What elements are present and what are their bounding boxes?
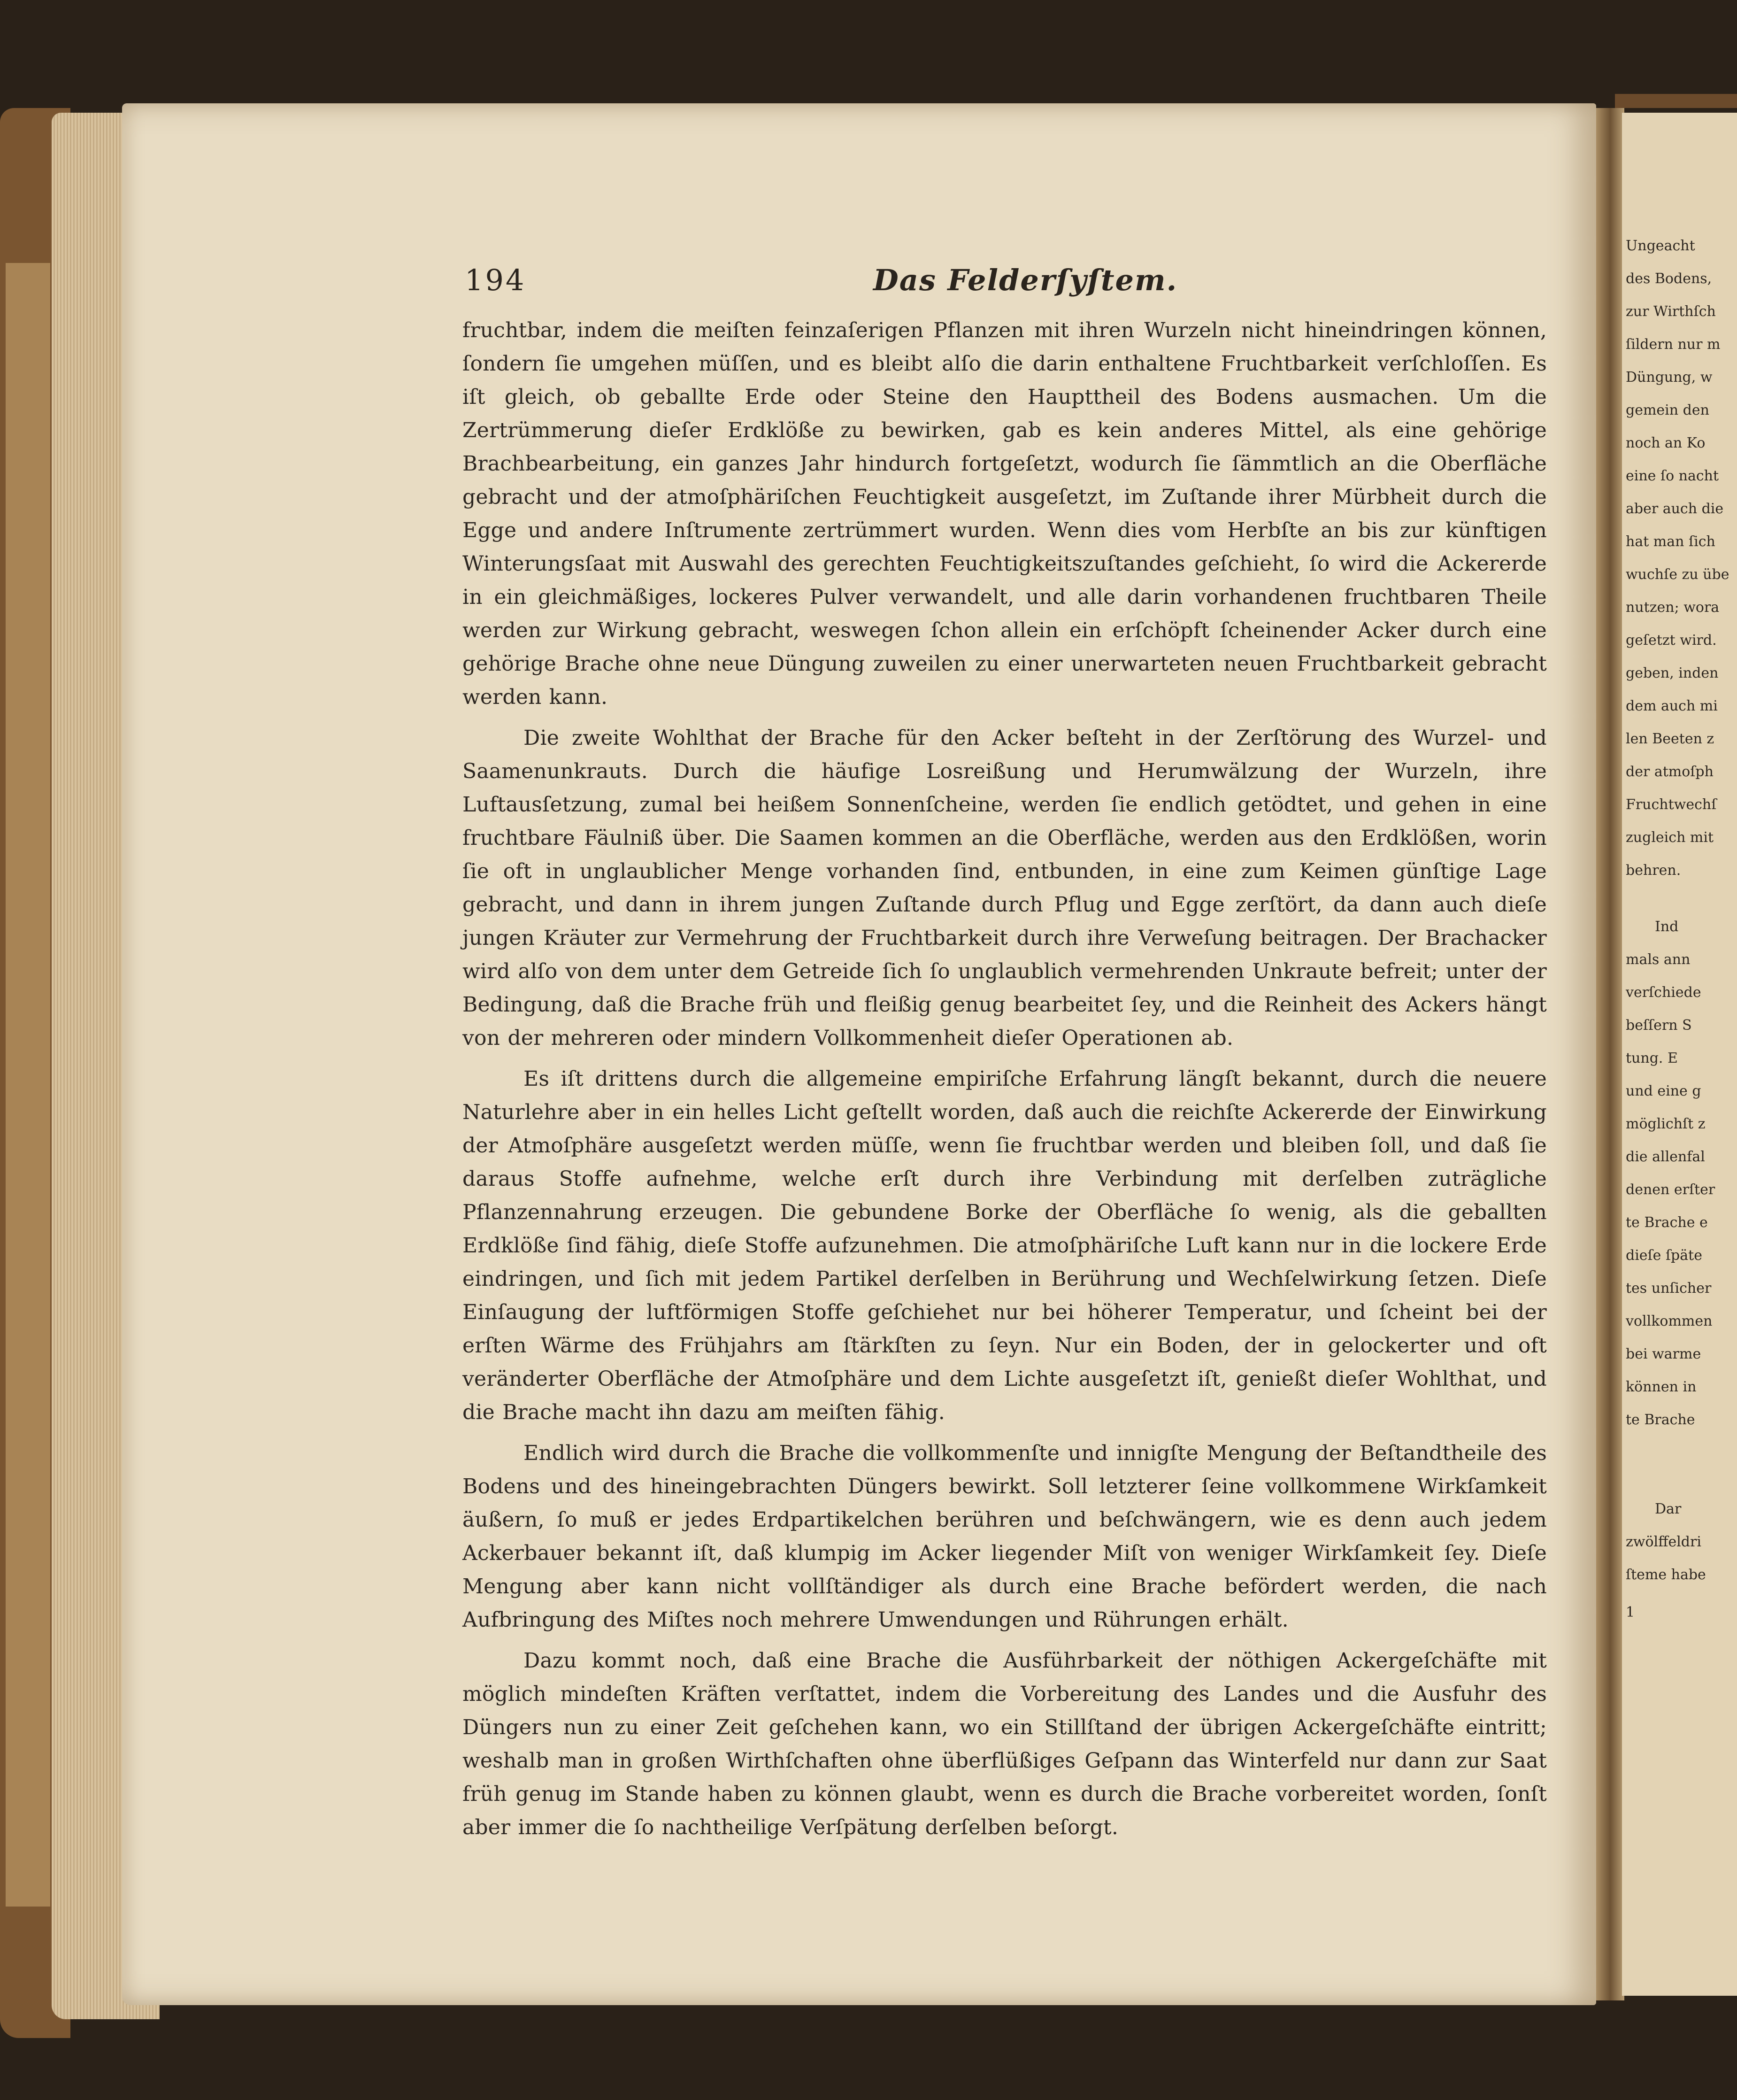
right-page-line: und eine g [1626,1083,1701,1099]
right-page-line: wuchſe zu übe [1626,566,1729,583]
right-page-line: hat man ſich [1626,533,1715,550]
paragraph: Die zweite Wohlthat der Brache für den Acker beſteht in der Zerſtörung des Wurzel- und Saamenunkrauts. Durch die häufige Losreißung und Herumwälzung der Wurzeln, ihre Luftausſetzung, zumal bei heißem Sonnenſcheine, werden ſie endlich getödtet, und gehen in eine fruchtbare Fäulniß über. Die Saamen kommen an die Oberfläche, werden aus den Erdklößen, worin ſie oft in unglaublicher Menge vorhanden ſind, entbunden, in eine zum Keimen günſtige Lage gebracht, und dann in ihrem jungen Zuſtande durch Pflug und Egge zerſtört, da dann auch dieſe jungen Kräuter zur Vermehrung der Fruchtbarkeit durch ihre Verweſung beitragen. Der Brachacker wird alſo von dem unter dem Getreide ſich ſo unglaublich vermehrenden Unkraute befreit; unter der Bedingung, daß die Brache früh und fleißig genug bearbeitet ſey, und die Reinheit des Ackers hängt von der mehreren oder mindern Vollkommenheit dieſer Operationen ab. [462,726,1547,1050]
right-page-line: dem auch mi [1626,698,1718,714]
body-text [462,314,1547,1852]
right-page-line: zugleich mit [1626,829,1714,846]
right-page-line: tung. E [1626,1050,1678,1066]
right-page-line: beſſern S [1626,1017,1692,1034]
right-page-line: noch an Ko [1626,435,1706,451]
right-page-line: zwölffeldri [1626,1534,1701,1550]
paragraph: Dazu kommt noch, daß eine Brache die Ausführbarkeit der nöthigen Ackergeſchäfte mit möglich mindeſten Kräften verſtattet, indem die Vorbereitung des Landes und die Ausfuhr des Düngers nun zu einer Zeit geſchehen kann, wo ein Stillſtand der übrigen Ackergeſchäfte eintritt; weshalb man in großen Wirthſchaften ohne überflüßiges Geſpann das Winterfeld nur dann zur Saat früh genug im Stande haben zu können glaubt, wenn es durch die Brache vorbereitet worden, ſonſt aber immer die ſo nachtheilige Verſpätung derſelben beſorgt. [462,1649,1547,1839]
right-page-line: möglichſt z [1626,1116,1706,1132]
paragraph: Endlich wird durch die Brache die vollkommenſte und innigſte Mengung der Beſtandtheile des Bodens und des hineingebrachten Düngers bewirkt. Soll letzterer ſeine vollkommene Wirkſamkeit äußern, ſo muß er jedes Erdpartikelchen berühren und beſchwängern, wie es denn auch jedem Ackerbauer bekannt iſt, daß klumpig im Acker liegender Miſt von weniger Wirkſamkeit ſey. Dieſe Mengung aber kann nicht vollſtändiger als durch eine Brache befördert werden, die nach Aufbringung des Miſtes noch mehrere Umwendungen und Rührungen erhält. [462,1441,1547,1632]
right-page-line: 1 [1626,1604,1635,1621]
paragraph: fruchtbar, indem die meiſten feinzaſerigen Pflanzen mit ihren Wurzeln nicht hineindringen können, ſondern ſie umgehen müſſen, und es bleibt alſo die darin enthaltene Fruchtbarkeit verſchloſſen. Es iſt gleich, ob geballte Erde oder Steine den Haupttheil des Bodens ausmachen. Um die Zertrümmerung dieſer Erdklöße zu bewirken, gab es kein anderes Mittel, als eine gehörige Brachbearbeitung, ein ganzes Jahr hindurch fortgeſetzt, wodurch ſie ſämmtlich an die Oberfläche gebracht und der atmoſphäriſchen Feuchtigkeit ausgeſetzt, im Zuſtande ihrer Mürbheit durch die Egge und andere Inſtrumente zertrümmert wurden. Wenn dies vom Herbſte an bis zur künftigen Winterungsſaat mit Auswahl des gerechten Feuchtigkeitszuſtandes geſchieht, ſo wird die Ackererde in ein gleichmäßiges, lockeres Pulver verwandelt, und alle darin vorhandenen fruchtbaren Theile werden zur Wirkung gebracht, weswegen ſchon allein ein erſchöpft ſcheinender Acker durch eine gehörige Brache ohne neue Düngung zuweilen zu einer unerwarteten neuen Fruchtbarkeit gebracht werden kann. [462,318,1547,709]
right-page-line: können in [1626,1379,1697,1395]
right-page-line: tes unſicher [1626,1280,1712,1297]
right-page-line: behren. [1626,862,1681,879]
right-page-line: mals ann [1626,951,1691,968]
right-page-line: len Beeten z [1626,731,1714,747]
page-header [465,263,1545,305]
marbled-cover-paper [6,263,50,1907]
right-page-line: aber auch die [1626,501,1724,517]
right-page-line: Ungeacht [1626,238,1695,254]
right-page-line: geſetzt wird. [1626,632,1717,649]
right-page-line: Fruchtwechſ [1626,796,1717,813]
book-gutter [1596,108,1624,2000]
right-page-line: dieſe ſpäte [1626,1247,1702,1264]
right-page-line: die allenfal [1626,1149,1705,1165]
right-page-text [1622,113,1737,1996]
right-page-line: ſteme habe [1626,1567,1706,1583]
right-page-line: denen erſter [1626,1181,1715,1198]
right-page-line: te Brache [1626,1412,1695,1428]
right-page-line: der atmoſph [1626,764,1714,780]
right-page-line: des Bodens, [1626,270,1712,287]
right-page-line: eine ſo nacht [1626,468,1719,484]
running-title: Das Felderſyſtem. [873,263,1178,297]
right-page-line: Düngung, w [1626,369,1713,386]
right-cover-board [1615,94,1737,108]
page-number: 194 [465,263,526,297]
right-page-line: Ind [1655,919,1679,935]
right-page-line: vollkommen [1626,1313,1713,1329]
right-page-line: gemein den [1626,402,1709,418]
right-page-line: zur Wirthſch [1626,303,1716,320]
right-page-line: ſildern nur m [1626,336,1721,353]
right-page-line: nutzen; wora [1626,599,1720,616]
right-page-line: bei warme [1626,1346,1701,1362]
right-page-fragment [1622,113,1737,1996]
paragraph: Es iſt drittens durch die allgemeine empiriſche Erfahrung längſt bekannt, durch die neuere Naturlehre aber in ein helles Licht geſtellt worden, daß auch die reichſte Ackererde der Einwirkung der Atmoſphäre ausgeſetzt werden müſſe, wenn ſie fruchtbar werden und bleiben ſoll, und daß ſie daraus Stoffe aufnehme, welche erſt durch ihre Verbindung mit derſelben zuträgliche Pflanzennahrung erzeugen. Die gebundene Borke der Oberfläche ſo wenig, als die geballten Erdklöße ſind fähig, dieſe Stoffe aufzunehmen. Die atmoſphäriſche Luft kann nur in die lockere Erde eindringen, und ſich mit jedem Partikel derſelben in Berührung und Wechſelwirkung ſetzen. Dieſe Einſaugung der luftförmigen Stoffe geſchiehet nur bei höherer Temperatur, und ſcheint bei der erſten Wärme des Frühjahrs am ſtärkſten zu ſeyn. Nur ein Boden, der in gelockerter und oft veränderter Oberfläche der Atmoſphäre und dem Lichte ausgeſetzt iſt, genießt dieſer Wohlthat, und die Brache macht ihn dazu am meiſten fähig. [462,1067,1547,1424]
right-page-line: geben, inden [1626,665,1719,681]
right-page-line: Dar [1655,1501,1682,1517]
right-page-line: te Brache e [1626,1214,1708,1231]
right-page-line: verſchiede [1626,984,1701,1001]
